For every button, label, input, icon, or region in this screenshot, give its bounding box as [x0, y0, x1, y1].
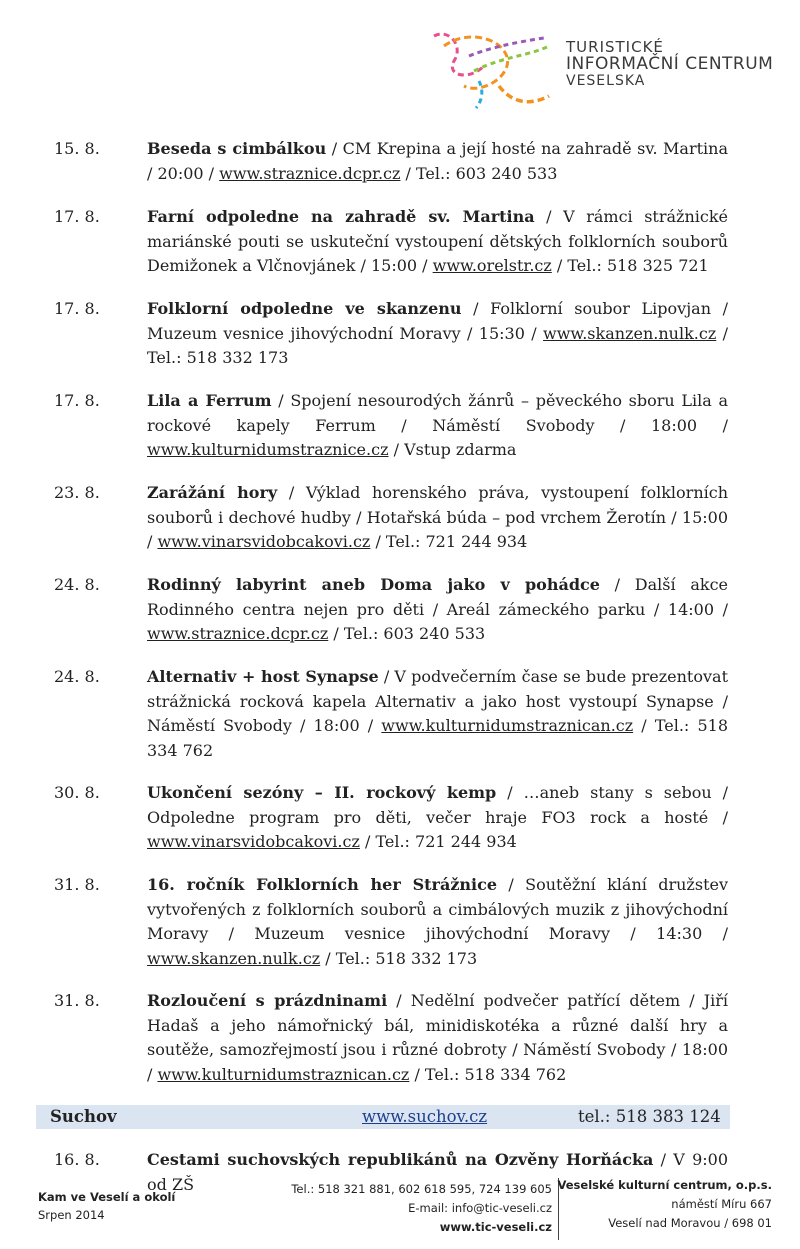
- event-desc: / Výklad horenského práva, vystoupení folklorních souborů i dechové hudby / Hotařská búda – pod vrchem Žerotín / 15:00 /: [147, 483, 728, 551]
- event-date: 15. 8.: [54, 139, 100, 158]
- event-link[interactable]: www.vinarsvidobcakovi.cz: [147, 832, 360, 851]
- event-contact: / Vstup zdarma: [388, 440, 517, 459]
- logo-line-1: TURISTICKÉ: [566, 38, 664, 56]
- event-desc: / Folklorní soubor Lipovjan / Muzeum vesnice jihovýchodní Moravy / 15:30 /: [147, 299, 728, 343]
- event-text: [147, 297, 728, 371]
- town-phone: tel.: 518 383 124: [578, 1107, 721, 1126]
- event-desc: / …aneb stany s sebou / Odpoledne program pro děti, večer hraje FO3 rock a hosté /: [147, 783, 728, 827]
- event-link[interactable]: www.kulturnidumstraznican.cz: [381, 716, 634, 735]
- event-date: 24. 8.: [54, 575, 100, 594]
- event-contact: / Tel.: 603 240 533: [400, 163, 558, 183]
- event-desc: / CM Krepina a její hosté na zahradě sv. Martina / 20:00 /: [147, 139, 728, 183]
- event-link[interactable]: www.orelstr.cz: [432, 256, 552, 275]
- footer-website[interactable]: www.tic-veseli.cz: [439, 1220, 552, 1234]
- town-section-header: [36, 1105, 730, 1129]
- event-date: 17. 8.: [54, 299, 100, 318]
- event-link[interactable]: www.straznice.dcpr.cz: [147, 624, 329, 643]
- event-link[interactable]: www.kulturnidumstraznice.cz: [147, 440, 389, 459]
- event-title: Lila a Ferrum: [147, 391, 272, 410]
- event-link[interactable]: www.skanzen.nulk.cz: [147, 948, 321, 968]
- event-title: Rodinný labyrint aneb Doma jako v pohádce: [147, 575, 600, 594]
- event-title: Folklorní odpoledne ve skanzenu: [147, 299, 462, 318]
- event-text: [147, 665, 728, 763]
- event-contact: / Tel.: 721 244 934: [359, 832, 517, 851]
- footer-city: Veselí nad Moravou / 698 01: [608, 1216, 772, 1230]
- event-desc: / V podvečerním čase se bude prezentovat strážnická rocková kapela Alternativ a jako host vystoupí Synapse / Náměstí Svobody / 18:00 /: [147, 667, 728, 735]
- event-desc: / V rámci strážnické mariánské pouti se uskuteční vystoupení dětských folklorních souborů Demižonek a Vlčnovjánek / 15:00 /: [147, 207, 729, 275]
- event-contact: / Tel.: 518 325 721: [551, 256, 709, 275]
- event-title: Zarážání hory: [147, 483, 278, 502]
- event-date: 17. 8.: [54, 207, 100, 226]
- event-link[interactable]: www.straznice.dcpr.cz: [219, 163, 401, 183]
- event-link[interactable]: www.vinarsvidobcakovi.cz: [157, 532, 371, 551]
- event-desc: / Další akce Rodinného centra nejen pro děti / Areál zámeckého parku / 14:00 /: [147, 575, 728, 619]
- event-date: 31. 8.: [54, 875, 100, 894]
- town-website-link[interactable]: www.suchov.cz: [362, 1107, 488, 1126]
- event-desc: / Spojení nesourodých žánrů – pěveckého sboru Lila a rockové kapely Ferrum / Náměstí Svobody / 18:00 /: [147, 391, 728, 435]
- footer-issue: Srpen 2014: [38, 1208, 105, 1222]
- event-text: [147, 989, 728, 1087]
- event-title: 16. ročník Folklorních her Strážnice: [147, 875, 498, 894]
- event-date: 30. 8.: [54, 783, 100, 802]
- event-date: 31. 8.: [54, 991, 100, 1010]
- event-title: Ukončení sezóny – II. rockový kemp: [147, 783, 497, 802]
- event-date: 23. 8.: [54, 483, 100, 502]
- footer-org-name: Veselské kulturní centrum, o.p.s.: [557, 1178, 772, 1192]
- event-desc: / Nedělní podvečer patřící dětem / Jiří Hadaš a jeho námořnický bál, minidiskotéka a různé další hry a soutěže, samozřejmostí jsou i různé dobroty / Náměstí Svobody / 18:00 /: [147, 991, 728, 1084]
- event-contact: / Tel.: 518 334 762: [147, 716, 728, 760]
- footer-publication-title: Kam ve Veselí a okolí: [38, 1190, 176, 1204]
- event-title: Cestami suchovských republikánů na Ozvěny Horňácka: [147, 1150, 654, 1169]
- event-contact: / Tel.: 518 332 173: [147, 323, 729, 367]
- page-footer: [0, 1172, 800, 1249]
- event-date: 16. 8.: [54, 1150, 100, 1169]
- event-text: [147, 781, 728, 855]
- event-desc: / V 9:00 od ZŠ: [147, 1150, 729, 1194]
- event-contact: / Tel.: 518 332 173: [320, 948, 478, 968]
- event-date: 24. 8.: [54, 667, 100, 686]
- event-contact: / Tel.: 721 244 934: [370, 532, 528, 551]
- event-title: Rozloučení s prázdninami: [147, 991, 388, 1010]
- event-text: [147, 137, 728, 186]
- event-text: [147, 205, 728, 279]
- event-title: Beseda s cimbálkou: [147, 139, 327, 158]
- event-contact: / Tel.: 603 240 533: [328, 624, 486, 643]
- logo: [424, 26, 784, 116]
- event-link[interactable]: www.skanzen.nulk.cz: [543, 323, 717, 343]
- town-name: Suchov: [50, 1107, 117, 1126]
- event-text: [147, 389, 728, 463]
- footer-phones: Tel.: 518 321 881, 602 618 595, 724 139 605: [291, 1182, 552, 1196]
- event-title: Farní odpoledne na zahradě sv. Martina: [147, 207, 535, 226]
- logo-line-2: INFORMAČNÍ CENTRUM: [566, 53, 774, 74]
- event-desc: / Soutěžní klání družstev vytvořených z folklorních souborů a cimbálových muzik z jihovýchodní Moravy / Muzeum vesnice jihovýchodní Moravy / 14:30 /: [147, 875, 728, 943]
- footer-street: náměstí Míru 667: [671, 1197, 772, 1211]
- event-title: Alternativ + host Synapse: [147, 667, 379, 686]
- event-contact: / Tel.: 518 334 762: [409, 1064, 567, 1084]
- logo-line-3: VESELSKA: [566, 72, 646, 89]
- event-text: [147, 873, 728, 971]
- event-date: 17. 8.: [54, 391, 100, 410]
- logo-swirl-icon: [424, 26, 574, 116]
- event-text: [147, 573, 728, 647]
- event-text: [147, 481, 728, 555]
- event-link[interactable]: www.kulturnidumstraznican.cz: [157, 1064, 410, 1084]
- footer-email[interactable]: E-mail: info@tic-veseli.cz: [408, 1201, 552, 1215]
